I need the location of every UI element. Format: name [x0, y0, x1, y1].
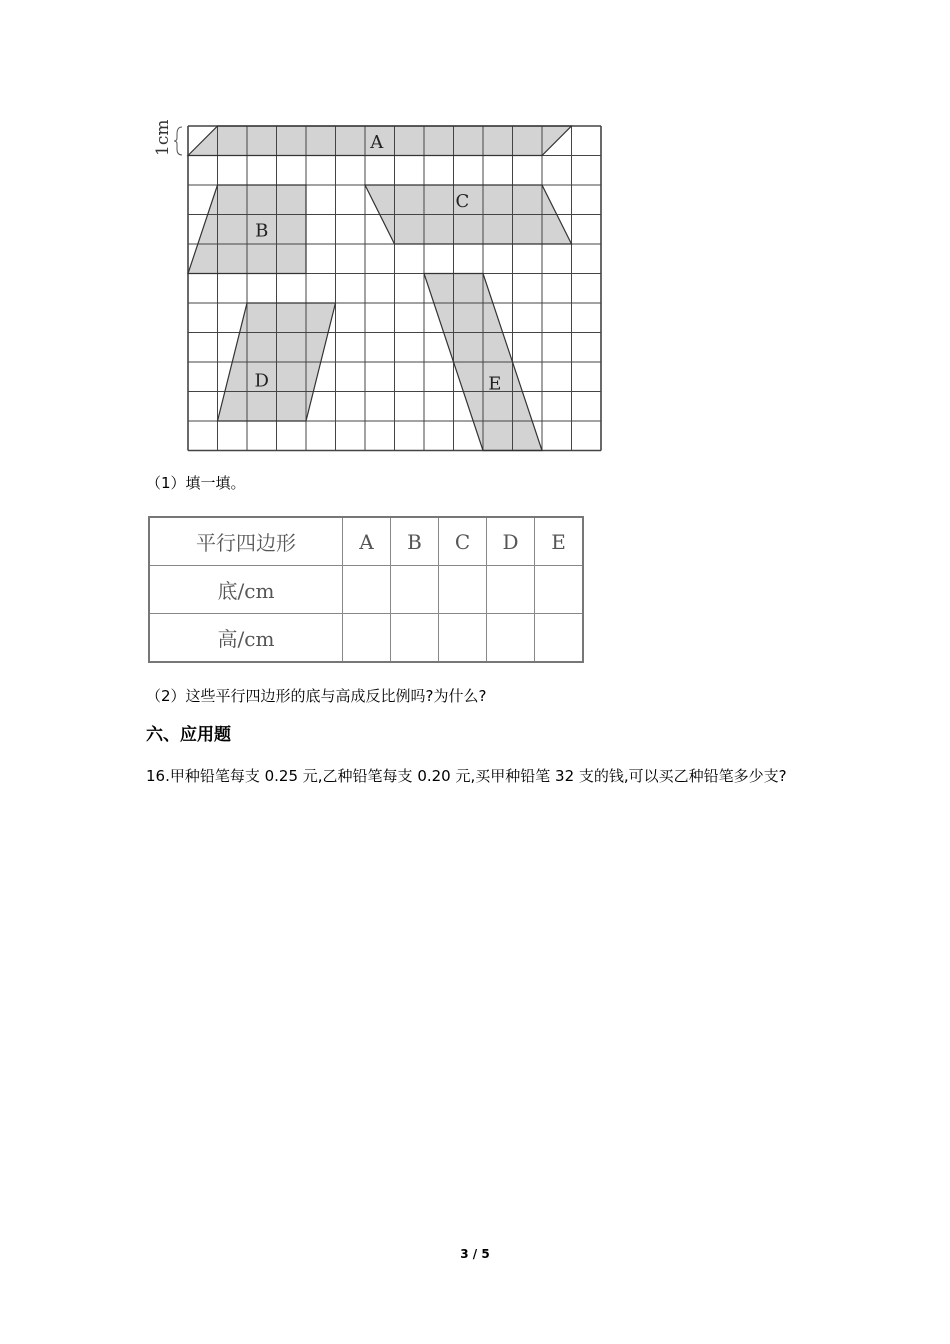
problem-16: 16.甲种铅笔每支 0.25 元,乙种铅笔每支 0.20 元,买甲种铅笔 32 支的钱,可以买乙种铅笔多少支?	[146, 767, 787, 785]
parallelogram-grid-figure	[148, 116, 608, 461]
answer-cell[interactable]	[391, 614, 439, 663]
parallelogram-label: B	[255, 220, 269, 242]
table-column-header: E	[535, 517, 584, 566]
table-column-header: B	[391, 517, 439, 566]
table-column-header: D	[487, 517, 535, 566]
table-row-height	[149, 614, 583, 663]
parallelogram-label: A	[370, 131, 384, 153]
parallelogram-label: C	[455, 190, 470, 212]
section-title: 六、应用题	[146, 725, 231, 745]
answer-table	[148, 516, 584, 663]
answer-cell[interactable]	[535, 566, 584, 614]
unit-label: 1cm	[153, 119, 173, 156]
table-row-label: 底/cm	[149, 566, 343, 614]
answer-cell[interactable]	[391, 566, 439, 614]
unit-indicator	[153, 120, 182, 156]
answer-cell[interactable]	[439, 614, 487, 663]
table-row-base	[149, 566, 583, 614]
answer-cell[interactable]	[535, 614, 584, 663]
table-column-header: C	[439, 517, 487, 566]
parallelogram-label: D	[254, 370, 269, 392]
answer-cell[interactable]	[487, 614, 535, 663]
table-header-row	[149, 517, 583, 566]
answer-cell[interactable]	[487, 566, 535, 614]
answer-cell[interactable]	[439, 566, 487, 614]
question-2: （2）这些平行四边形的底与高成反比例吗?为什么?	[146, 687, 487, 705]
table-header-label: 平行四边形	[149, 517, 343, 566]
question-1: （1）填一填。	[146, 474, 246, 492]
answer-cell[interactable]	[343, 614, 391, 663]
table-column-header: A	[343, 517, 391, 566]
page-number: 3 / 5	[460, 1247, 490, 1261]
table-row-label: 高/cm	[149, 614, 343, 663]
parallelogram-label: E	[488, 373, 502, 395]
answer-cell[interactable]	[343, 566, 391, 614]
